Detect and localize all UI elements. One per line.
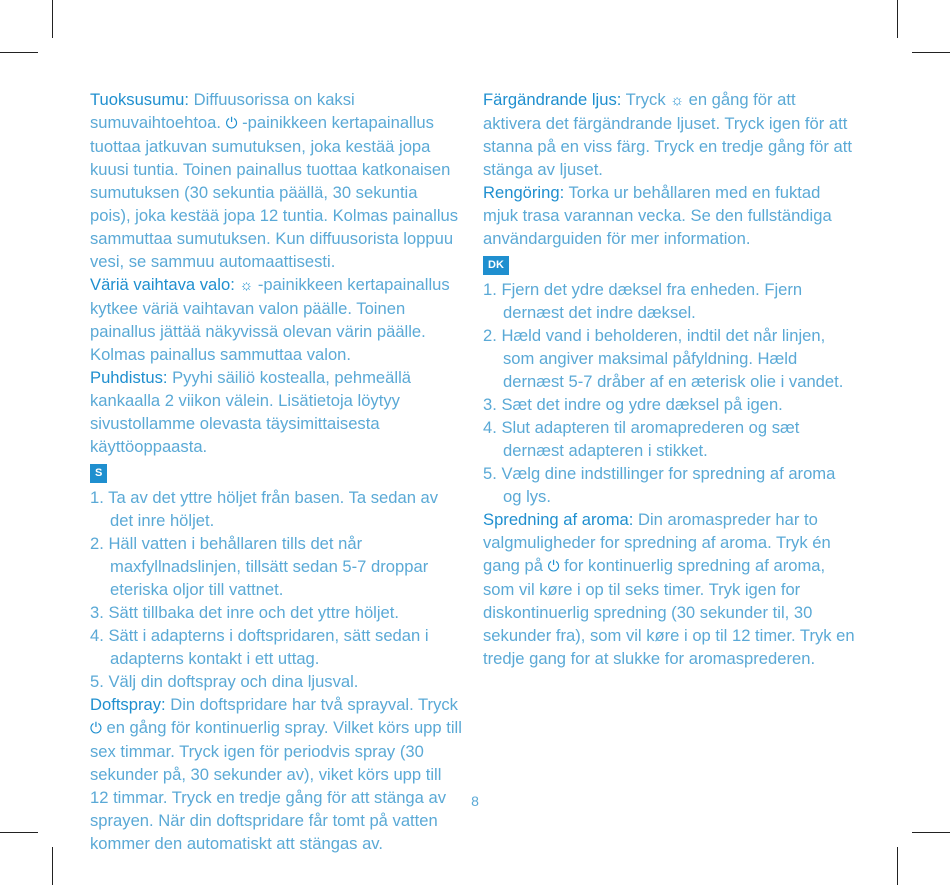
- page-number: 8: [471, 793, 479, 809]
- power-icon: ⏻: [547, 558, 560, 575]
- power-icon: ⏻: [225, 115, 238, 132]
- se-rengoring-heading: Rengöring:: [483, 183, 565, 202]
- fi-tuoksusumu-heading: Tuoksusumu:: [90, 90, 189, 109]
- dk-step: 2. Hæld vand i beholderen, indtil det når linjen, som angiver maksimal påfyldning. Hæld dernæst 5-7 dråber af en æterisk olie i vandet.: [483, 326, 844, 391]
- light-icon: ☼: [670, 92, 684, 109]
- se-step: 3. Sätt tillbaka det inre och det yttre höljet.: [90, 603, 400, 622]
- se-step: 1. Ta av det yttre höljet från basen. Ta sedan av det inre höljet.: [90, 488, 439, 530]
- fi-puhdistus-heading: Puhdistus:: [90, 368, 168, 387]
- language-badge-se: S: [90, 464, 107, 483]
- se-step: 4. Sätt i adapterns i doftspridaren, sätt sedan i adapterns kontakt i ett uttag.: [90, 626, 429, 668]
- dk-spredning-paragraph: Spredning af aroma: Din aromaspreder har to valgmuligheder for spredning af aroma. Tryk én gang på ⏻ for kontinuerlig spredning af aroma, som vil køre i op til seks timer. Tryk igen for diskontinuerlig spredning (30 sekunder til, 30 sekunder fra), som vil køre i op til 12 timer. Tryk en tredje gang for at slukke for aromasprederen.: [483, 510, 855, 668]
- se-step: 2. Häll vatten i behållaren tills det når maxfyllnadslinjen, tillsätt sedan 5-7 droppar eteriska oljor till vattnet.: [90, 534, 429, 599]
- crop-mark-bl-h: [0, 832, 38, 833]
- dk-step: 3. Sæt det indre og ydre dæksel på igen.: [483, 395, 783, 414]
- dk-step: 4. Slut adapteren til aromaprederen og sæt dernæst adapteren i stikket.: [483, 418, 800, 460]
- se-steps-list: [90, 486, 462, 693]
- right-column: [483, 88, 855, 670]
- crop-mark-tr-h: [912, 52, 950, 53]
- crop-mark-br-h: [912, 832, 950, 833]
- crop-mark-br-v: [897, 847, 898, 885]
- crop-mark-tr-v: [897, 0, 898, 38]
- crop-mark-tl-v: [52, 0, 53, 38]
- se-ljus-heading: Färgändrande ljus:: [483, 90, 622, 109]
- se-doftspray-paragraph: Doftspray: Din doftspridare har två sprayval. Tryck ⏻ en gång för kontinuerlig spray. Vilket körs upp till sex timmar. Tryck igen för periodvis spray (30 sekunder på, 30 sekunder av), viket körs upp till 12 timmar. Tryck en tredje gång för att stänga av sprayen. När din doftspridare får tomt på vatten kommer den automatiskt att stängas av.: [90, 695, 462, 853]
- language-badge-dk: DK: [483, 256, 509, 275]
- fi-valo-paragraph: Väriä vaihtava valo: ☼ -painikkeen kertapainallus kytkee väriä vaihtavan valon päälle. Toinen painallus jättää näkyvissä olevan värin päälle. Kolmas painallus sammuttaa valon.: [90, 275, 450, 364]
- dk-step: 5. Vælg dine indstillinger for spredning af aroma og lys.: [483, 464, 836, 506]
- dk-steps-list: [483, 278, 855, 508]
- se-ljus-paragraph: Färgändrande ljus: Tryck ☼ en gång för att aktivera det färgändrande ljuset. Tryck igen för att stanna på en viss färg. Tryck en tredje gång för att stänga av ljuset.: [483, 90, 852, 179]
- se-doftspray-heading: Doftspray:: [90, 695, 166, 714]
- se-rengoring-paragraph: Rengöring: Torka ur behållaren med en fuktad mjuk trasa varannan vecka. Se den fullständiga användarguiden för mer information.: [483, 183, 832, 248]
- fi-puhdistus-paragraph: Puhdistus: Pyyhi säiliö kostealla, pehmeällä kankaalla 2 viikon välein. Lisätietoja löytyy sivustollamme olevasta täysimittaisesta käyttöoppaasta.: [90, 368, 411, 456]
- crop-mark-bl-v: [52, 847, 53, 885]
- crop-mark-tl-h: [0, 52, 38, 53]
- se-step: 5. Välj din doftspray och dina ljusval.: [90, 672, 359, 691]
- left-column: [90, 88, 462, 855]
- dk-spredning-heading: Spredning af aroma:: [483, 510, 634, 529]
- power-icon: ⏻: [90, 720, 102, 737]
- dk-step: 1. Fjern det ydre dæksel fra enheden. Fjern dernæst det indre dæksel.: [483, 280, 803, 322]
- fi-valo-heading: Väriä vaihtava valo:: [90, 275, 235, 294]
- fi-tuoksusumu-paragraph: Tuoksusumu: Diffuusorissa on kaksi sumuvaihtoehtoa. ⏻ -painikkeen kertapainallus tuottaa jatkuvan sumutuksen, joka kestää jopa kuusi tuntia. Toinen painallus tuottaa katkonaisen sumutuksen (30 sekuntia päällä, 30 sekuntia pois), joka kestää jopa 12 tuntia. Kolmas painallus sammuttaa sumutuksen. Kun diffuusorista loppuu vesi, se sammuu automaattisesti.: [90, 90, 459, 271]
- light-icon: ☼: [239, 277, 254, 294]
